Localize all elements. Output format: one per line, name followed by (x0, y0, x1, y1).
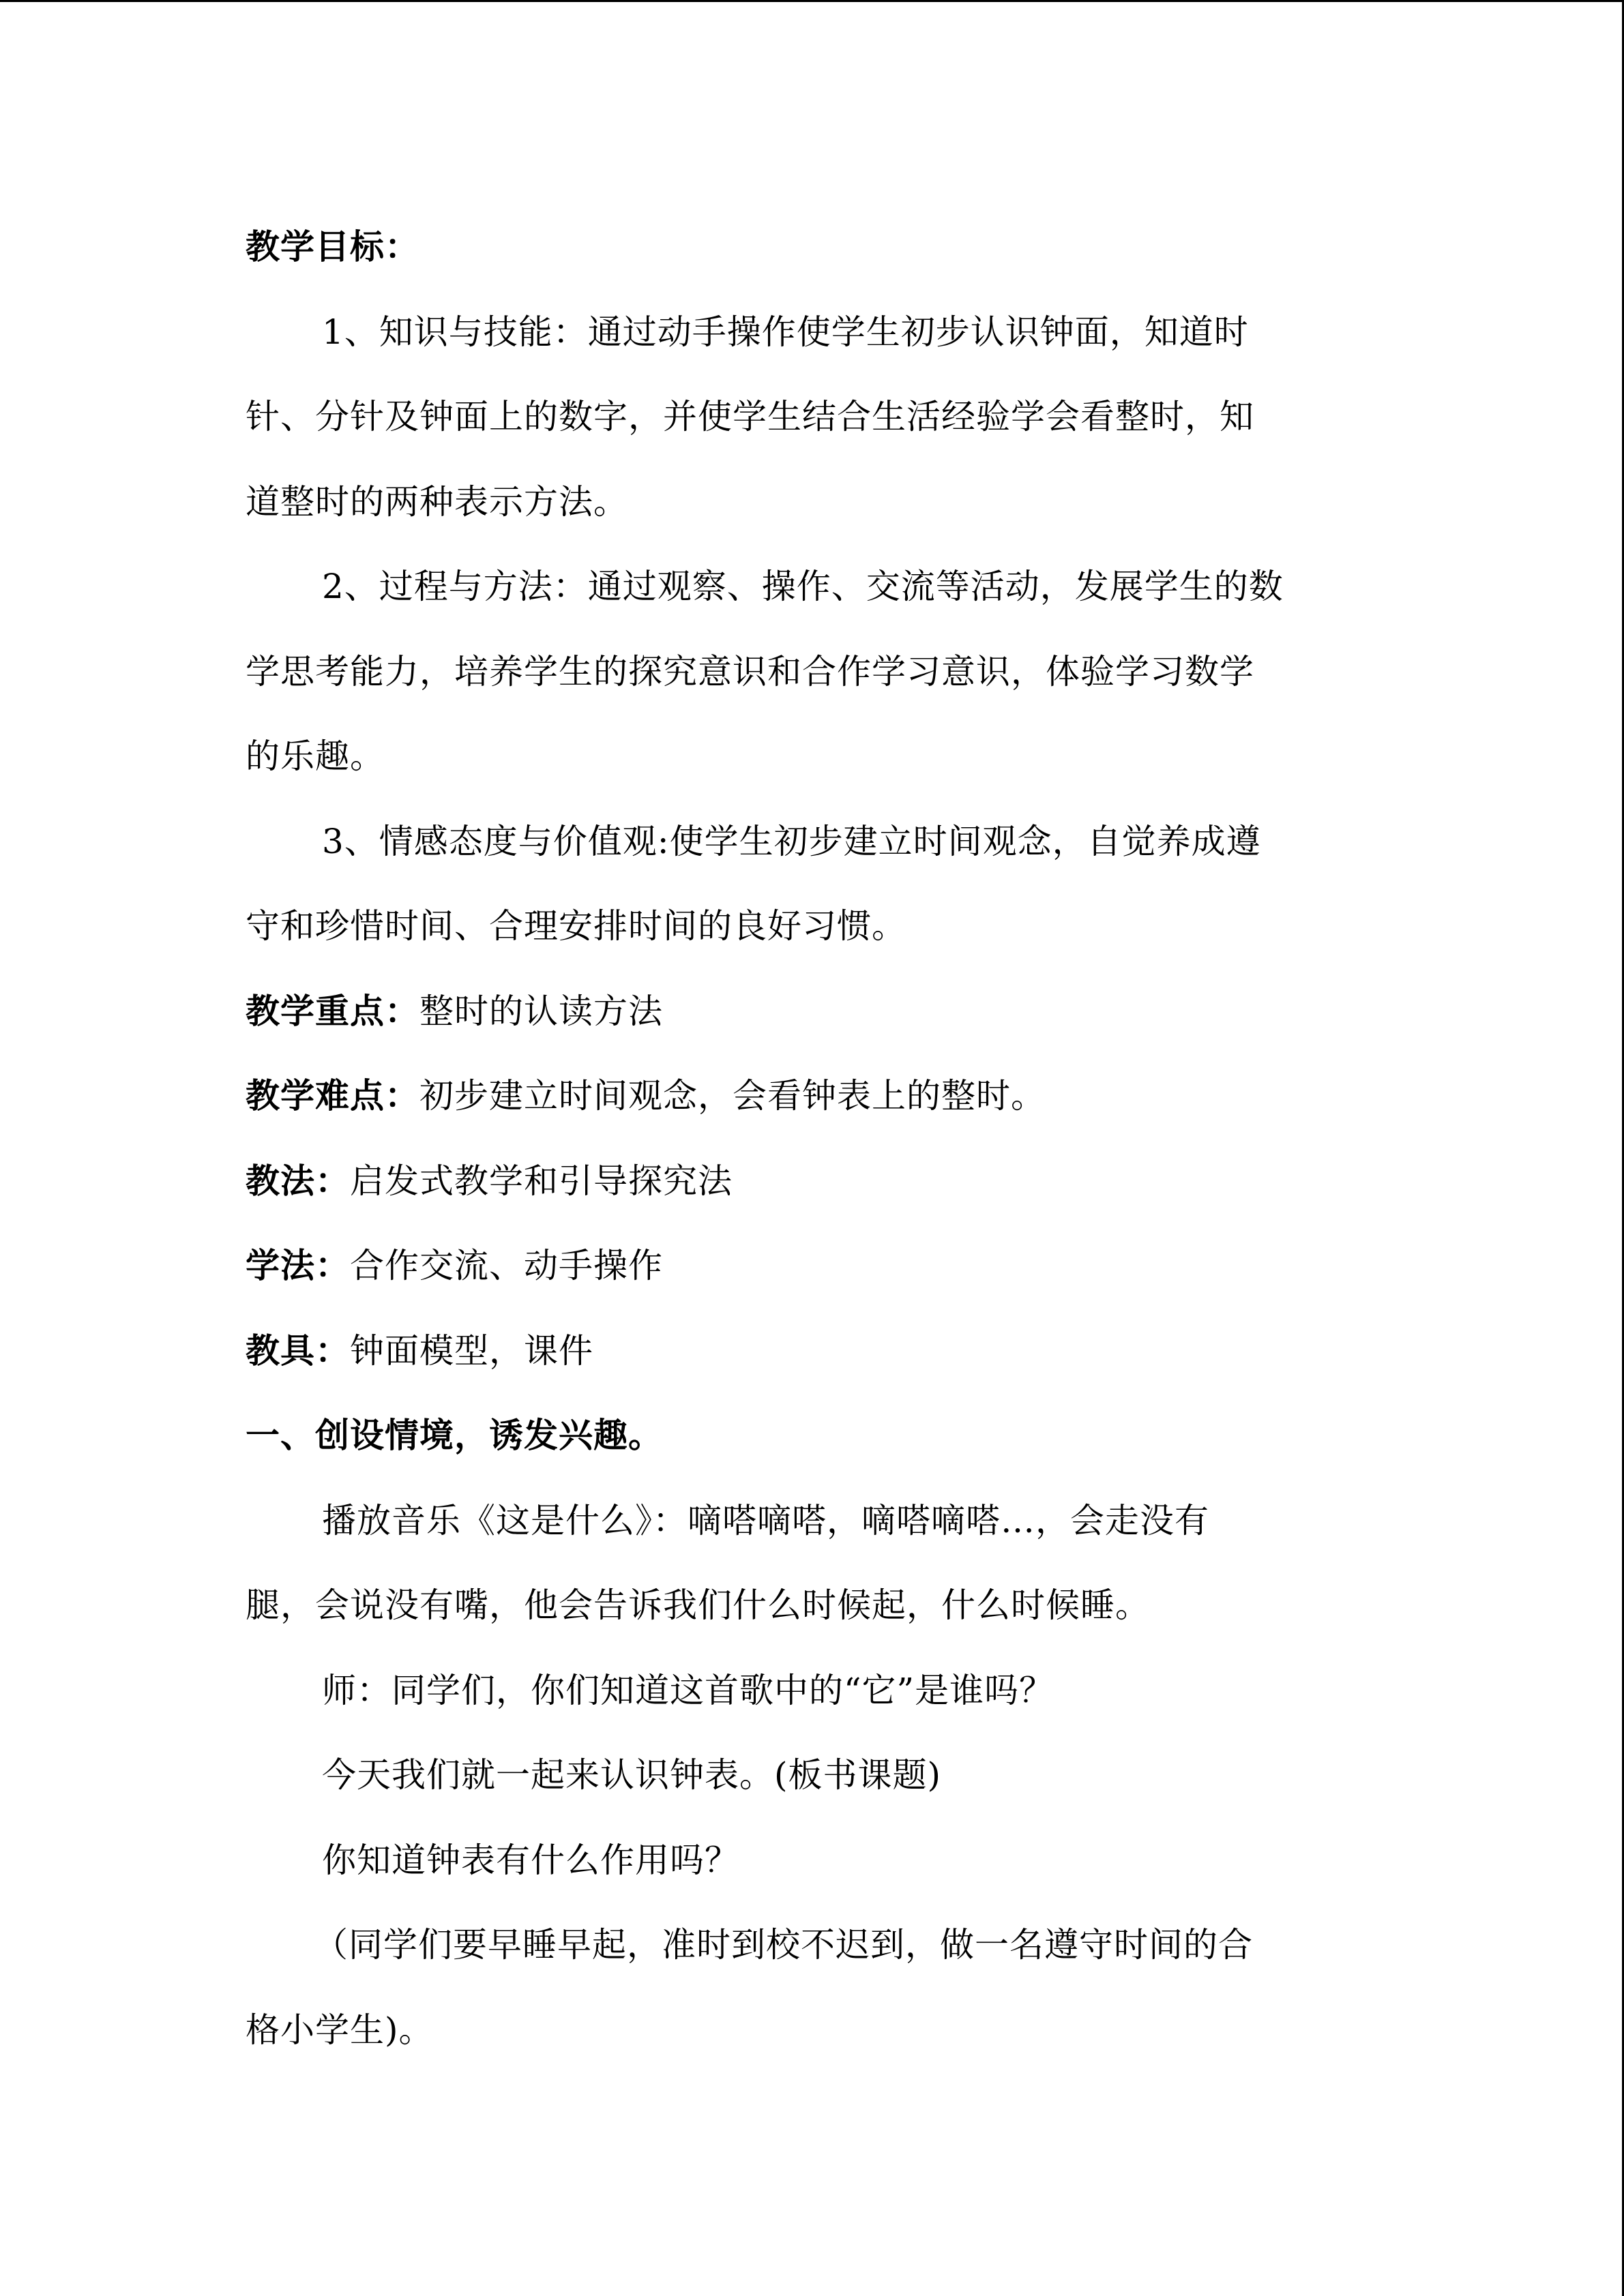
teaching-method-row (246, 1139, 1374, 1224)
objective-2-line-1: 2、过程与方法：通过观察、操作、交流等活动，发展学生的数 (322, 567, 1284, 606)
paragraph-5-line-1: （同学们要早睡早起，准时到校不迟到，做一名遵守时间的合 (314, 1925, 1253, 1965)
paragraph-2: 师：同学们，你们知道这首歌中的“它”是谁吗？ (322, 1670, 1054, 1710)
key-point-row (246, 969, 1374, 1054)
objective-2-line-3: 的乐趣。 (246, 736, 385, 776)
objective-3-line-2: 守和珍惜时间、合理安排时间的良好习惯。 (246, 906, 906, 946)
paragraph-5-line-2: 格小学生)。 (246, 2010, 434, 2050)
paragraph-1-line-2: 腿，会说没有嘴，他会告诉我们什么时候起，什么时候睡。 (246, 1585, 1150, 1625)
objective-1-line-3: 道整时的两种表示方法。 (246, 481, 628, 522)
difficulty-text: 初步建立时间观念，会看钟表上的整时。 (419, 1076, 1046, 1116)
objective-2-line-2: 学思考能力，培养学生的探究意识和合作学习意识，体验学习数学 (246, 651, 1254, 691)
objective-3-line-1: 3、情感态度与价值观:使学生初步建立时间观念，自觉养成遵 (322, 821, 1261, 861)
learning-method-text: 合作交流、动手操作 (350, 1246, 663, 1285)
learning-method-row (246, 1223, 1374, 1309)
difficulty-label: 教学难点： (246, 1076, 419, 1116)
paragraph-1-line-1: 播放音乐《这是什么》：嘀嗒嘀嗒，嘀嗒嘀嗒…，会走没有 (322, 1500, 1209, 1540)
key-point-text: 整时的认读方法 (419, 991, 663, 1031)
objective-1-line-2: 针、分针及钟面上的数字，并使学生结合生活经验学会看整时，知 (246, 397, 1254, 436)
document-page (246, 205, 1374, 2072)
objective-1-line-1: 1、知识与技能：通过动手操作使学生初步认识钟面，知道时 (322, 312, 1249, 352)
difficulty-row (246, 1054, 1374, 1139)
learning-method-label: 学法： (246, 1246, 350, 1285)
paragraph-3: 今天我们就一起来认识钟表。(板书课题) (322, 1755, 942, 1795)
section-1-heading: 一、创设情境，诱发兴趣。 (246, 1416, 663, 1455)
teaching-aids-text: 钟面模型，课件 (350, 1330, 593, 1371)
teaching-method-label: 教法： (246, 1161, 350, 1201)
key-point-label: 教学重点： (246, 991, 419, 1031)
teaching-aids-row (246, 1309, 1374, 1394)
objectives-heading: 教学目标： (246, 227, 419, 267)
teaching-aids-label: 教具： (246, 1330, 350, 1371)
page-top-border (0, 0, 1624, 2)
teaching-method-text: 启发式教学和引导探究法 (350, 1161, 733, 1201)
paragraph-4: 你知道钟表有什么作用吗？ (322, 1840, 739, 1880)
